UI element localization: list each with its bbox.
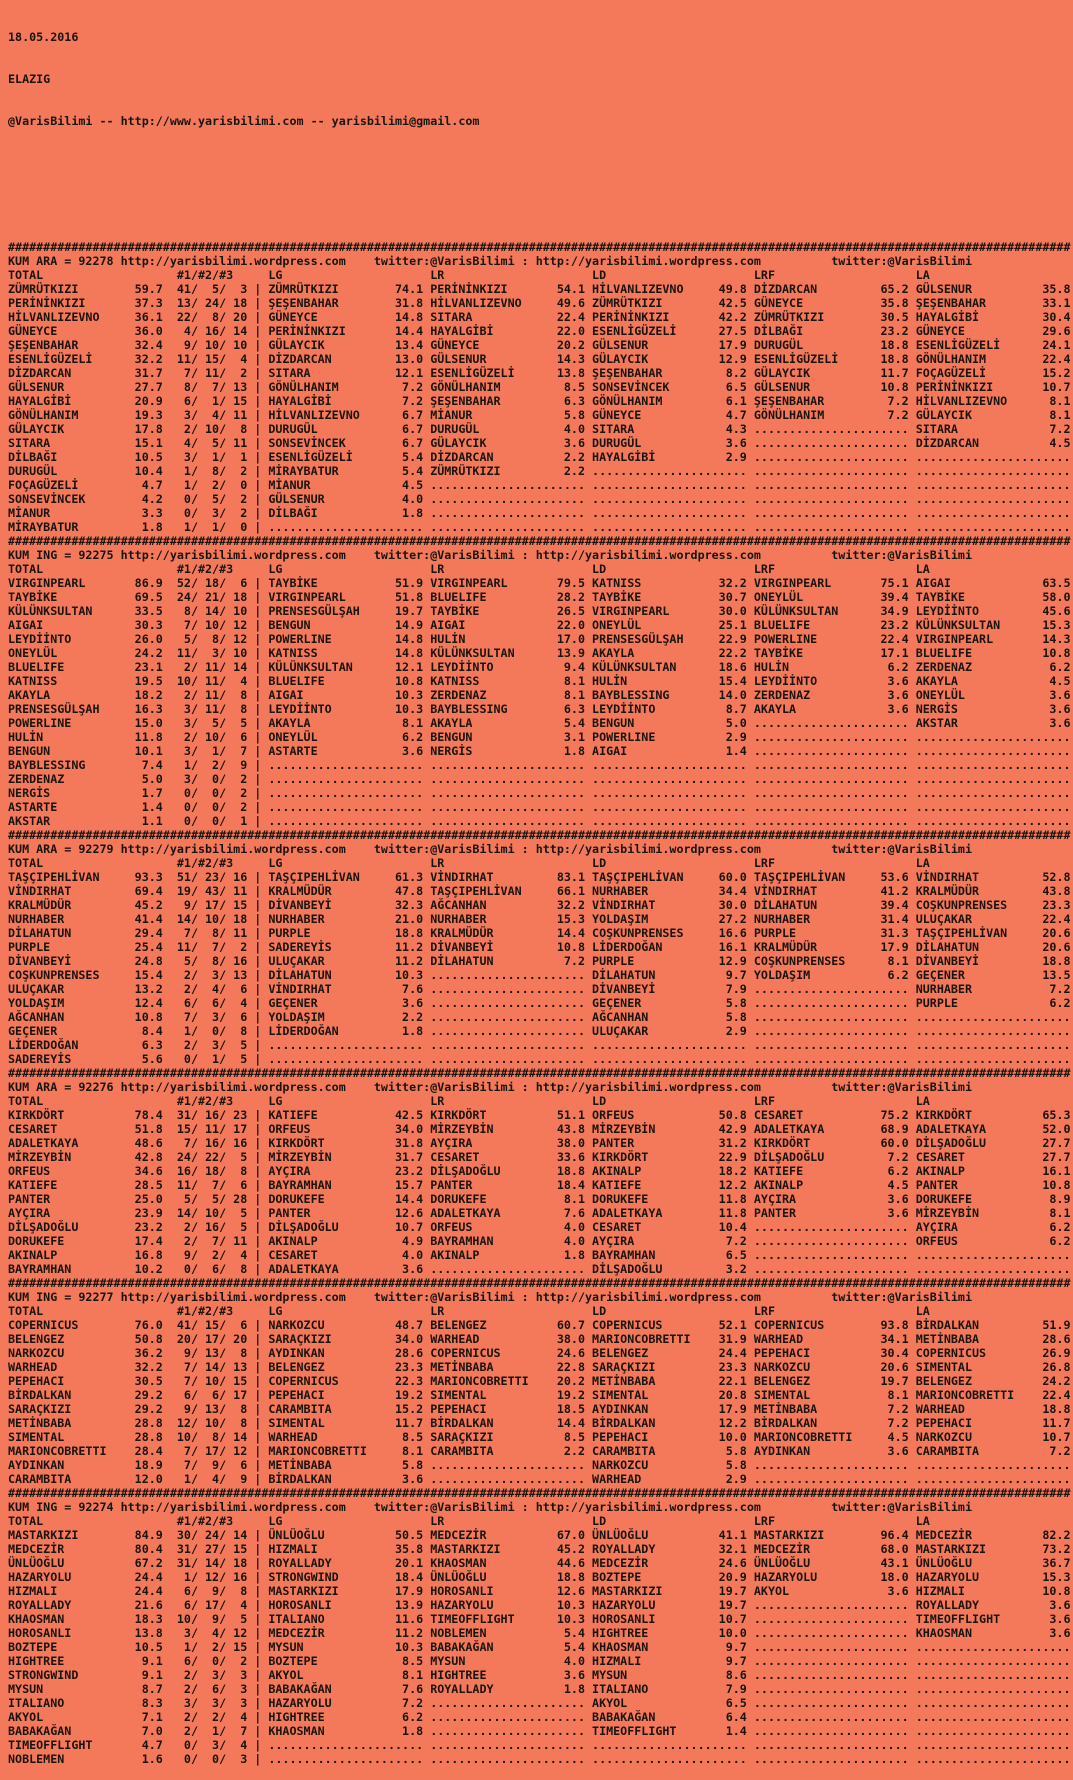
section-title: KUM ARA = 92278 http://yarisbilimi.wordpress.com twitter:@VarisBilimi : http://yarisbilimi.wordpress.com twitter:@VarisBilimi (8, 254, 972, 268)
table-row: VİNDIRHAT 69.4 19/ 43/ 11 | KRALMÜDÜR 47.8 TAŞÇIPEHLİVAN 66.1 NURHABER 34.4 VİNDIRHAT 41.2 KRALMÜDÜR 43.8 (8, 884, 1071, 898)
table-row: NERGİS 1.7 0/ 0/ 2 | ...................... ...................... ...................... ...................... ...................... (8, 786, 1071, 800)
table-row: VIRGINPEARL 86.9 52/ 18/ 6 | TAYBİKE 51.9 VIRGINPEARL 79.5 KATNISS 32.2 VIRGINPEARL 75.1 AIGAI 63.5 (8, 576, 1071, 590)
section-divider: ####################################################################################################################################################### (8, 534, 1071, 548)
table-row: ONEYLÜL 24.2 11/ 3/ 10 | KATNISS 14.8 KÜLÜNKSULTAN 13.9 AKAYLA 22.2 TAYBİKE 17.1 BLUELIFE 10.8 (8, 646, 1071, 660)
race-section-92275 (8, 534, 1073, 828)
table-row: SIMENTAL 28.8 10/ 8/ 14 | WARHEAD 8.5 SARAÇKIZI 8.5 PEPEHACI 10.0 MARIONCOBRETTI 4.5 NARKOZCU 10.7 (8, 1430, 1071, 1444)
table-row: PEPEHACI 30.5 7/ 10/ 15 | COPERNICUS 22.3 MARIONCOBRETTI 20.2 METİNBABA 22.1 BELENGEZ 19.7 BELENGEZ 24.2 (8, 1374, 1071, 1388)
table-row: MEDCEZİR 80.4 31/ 27/ 15 | HIZMALI 35.8 MASTARKIZI 45.2 ROYALLADY 32.1 MEDCEZİR 68.0 MASTARKIZI 73.2 (8, 1542, 1071, 1556)
table-row: LEYDİİNTO 26.0 5/ 8/ 12 | POWERLINE 14.8 HULİN 17.0 PRENSESGÜLŞAH 22.9 POWERLINE 22.4 VIRGINPEARL 14.3 (8, 632, 1071, 646)
table-row: KATNISS 19.5 10/ 11/ 4 | BLUELIFE 10.8 KATNISS 8.1 HULİN 15.4 LEYDİİNTO 3.6 AKAYLA 4.5 (8, 674, 1071, 688)
table-row: BİRDALKAN 29.2 6/ 6/ 17 | PEPEHACI 19.2 SIMENTAL 19.2 SIMENTAL 20.8 SIMENTAL 8.1 MARIONCOBRETTI 22.4 (8, 1388, 1071, 1402)
report-date: 18.05.2016 (8, 30, 79, 44)
table-row: HULİN 11.8 2/ 10/ 6 | ONEYLÜL 6.2 BENGUN 3.1 POWERLINE 2.9 ...................... ...................... (8, 730, 1071, 744)
table-row: BLUELIFE 23.1 2/ 11/ 14 | KÜLÜNKSULTAN 12.1 LEYDİİNTO 9.4 KÜLÜNKSULTAN 18.6 HULİN 6.2 ZERDENAZ 6.2 (8, 660, 1071, 674)
blank-line (8, 198, 1073, 212)
table-row: BAYRAMHAN 10.2 0/ 6/ 8 | ADALETKAYA 3.6 ...................... DİLŞADOĞLU 3.2 ...................... ...................... (8, 1262, 1071, 1276)
table-row: NARKOZCU 36.2 9/ 13/ 8 | AYDINKAN 28.6 COPERNICUS 24.6 BELENGEZ 24.4 PEPEHACI 30.4 COPERNICUS 26.9 (8, 1346, 1071, 1360)
table-row: METİNBABA 28.8 12/ 10/ 8 | SIMENTAL 11.7 BİRDALKAN 14.4 BİRDALKAN 12.2 BİRDALKAN 7.2 PEPEHACI 11.7 (8, 1416, 1071, 1430)
table-row: COPERNICUS 76.0 41/ 15/ 6 | NARKOZCU 48.7 BELENGEZ 60.7 COPERNICUS 52.1 COPERNICUS 93.8 BİRDALKAN 51.9 (8, 1318, 1071, 1332)
column-header-row: TOTAL #1/#2/#3 LG LR LD LRF LA (8, 1304, 930, 1318)
table-row: COŞKUNPRENSES 15.4 2/ 3/ 13 | DİLAHATUN 10.3 ...................... DİLAHATUN 9.7 YOLDAŞIM 6.2 GEÇENER 13.5 (8, 968, 1071, 982)
table-row: NURHABER 41.4 14/ 10/ 18 | NURHABER 21.0 NURHABER 15.3 YOLDAŞIM 27.2 NURHABER 31.4 ULUÇAKAR 22.4 (8, 912, 1071, 926)
table-row: KATIEFE 28.5 11/ 7/ 6 | BAYRAMHAN 15.7 PANTER 18.4 KATIEFE 12.2 AKINALP 4.5 PANTER 10.8 (8, 1178, 1071, 1192)
table-row: ULUÇAKAR 13.2 2/ 4/ 6 | VİNDIRHAT 7.6 ...................... DİVANBEYİ 7.9 ...................... NURHABER 7.2 (8, 982, 1071, 996)
table-row: GÖNÜLHANIM 19.3 3/ 4/ 11 | HİLVANLIZEVNO 6.7 MİANUR 5.8 GÜNEYCE 4.7 GÖNÜLHANIM 7.2 GÜLAYCIK 8.1 (8, 408, 1071, 422)
table-row: FOÇAGÜZELİ 4.7 1/ 2/ 0 | MİANUR 4.5 ...................... ...................... ...................... ...................... (8, 478, 1071, 492)
table-row: KÜLÜNKSULTAN 33.5 8/ 14/ 10 | PRENSESGÜLŞAH 19.7 TAYBİKE 26.5 VIRGINPEARL 30.0 KÜLÜNKSULTAN 34.9 LEYDİİNTO 45.6 (8, 604, 1071, 618)
table-row: ROYALLADY 21.6 6/ 17/ 4 | HOROSANLI 13.9 HAZARYOLU 10.3 HAZARYOLU 19.7 ...................... ROYALLADY 3.6 (8, 1598, 1071, 1612)
section-title: KUM ARA = 92276 http://yarisbilimi.wordpress.com twitter:@VarisBilimi : http://yarisbilimi.wordpress.com twitter:@VarisBilimi (8, 1080, 972, 1094)
section-title: KUM ING = 92277 http://yarisbilimi.wordpress.com twitter:@VarisBilimi : http://yarisbilimi.wordpress.com twitter:@VarisBilimi (8, 1290, 972, 1304)
table-row: AKAYLA 18.2 2/ 11/ 8 | AIGAI 10.3 ZERDENAZ 8.1 BAYBLESSING 14.0 ZERDENAZ 3.6 ONEYLÜL 3.6 (8, 688, 1071, 702)
report-track: ELAZIG (8, 72, 51, 86)
table-row: AYDINKAN 18.9 7/ 9/ 6 | METİNBABA 5.8 ...................... NARKOZCU 5.8 ...................... ...................... (8, 1458, 1071, 1472)
table-row: ORFEUS 34.6 16/ 18/ 8 | AYÇIRA 23.2 DİLŞADOĞLU 18.8 AKINALP 18.2 KATIEFE 6.2 AKINALP 16.1 (8, 1164, 1071, 1178)
table-row: CARAMBITA 12.0 1/ 4/ 9 | BİRDALKAN 3.6 ...................... WARHEAD 2.9 ...................... ...................... (8, 1472, 1071, 1486)
table-row: ESENLİGÜZELİ 32.2 11/ 15/ 4 | DİZDARCAN 13.0 GÜLSENUR 14.3 GÜLAYCIK 12.9 ESENLİGÜZELİ 18.8 GÖNÜLHANIM 22.4 (8, 352, 1071, 366)
table-row: SARAÇKIZI 29.2 9/ 13/ 8 | CARAMBITA 15.2 PEPEHACI 18.5 AYDINKAN 17.9 METİNBABA 7.2 WARHEAD 18.8 (8, 1402, 1071, 1416)
table-row: PERİNİNKIZI 37.3 13/ 24/ 18 | ŞEŞENBAHAR 31.8 HİLVANLIZEVNO 49.6 ZÜMRÜTKIZI 42.5 GÜNEYCE 35.8 ŞEŞENBAHAR 33.1 (8, 296, 1071, 310)
table-row: DORUKEFE 17.4 2/ 7/ 11 | AKINALP 4.9 BAYRAMHAN 4.0 AYÇIRA 7.2 ...................... ORFEUS 6.2 (8, 1234, 1071, 1248)
table-row: ŞEŞENBAHAR 32.4 9/ 10/ 10 | GÜLAYCIK 13.4 GÜNEYCE 20.2 GÜLSENUR 17.9 DURUGÜL 18.8 ESENLİGÜZELİ 24.1 (8, 338, 1071, 352)
table-row: DİLŞADOĞLU 23.2 2/ 16/ 5 | DİLŞADOĞLU 10.7 ORFEUS 4.0 CESARET 10.4 ...................... AYÇIRA 6.2 (8, 1220, 1071, 1234)
table-row: KRALMÜDÜR 45.2 9/ 17/ 15 | DİVANBEYİ 32.3 AĞCANHAN 32.2 VİNDIRHAT 30.0 DİLAHATUN 39.4 COŞKUNPRENSES 23.3 (8, 898, 1071, 912)
table-row: AKYOL 7.1 2/ 2/ 4 | HIGHTREE 6.2 ...................... BABAKAĞAN 6.4 ...................... ...................... (8, 1710, 1071, 1724)
table-row: WARHEAD 32.2 7/ 14/ 13 | BELENGEZ 23.3 METİNBABA 22.8 SARAÇKIZI 23.3 NARKOZCU 20.6 SIMENTAL 26.8 (8, 1360, 1071, 1374)
table-row: PRENSESGÜLŞAH 16.3 3/ 11/ 8 | LEYDİİNTO 10.3 BAYBLESSING 6.3 LEYDİİNTO 8.7 AKAYLA 3.6 NERGİS 3.6 (8, 702, 1071, 716)
table-row: MASTARKIZI 84.9 30/ 24/ 14 | ÜNLÜOĞLU 50.5 MEDCEZİR 67.0 ÜNLÜOĞLU 41.1 MASTARKIZI 96.4 MEDCEZİR 82.2 (8, 1528, 1071, 1542)
race-section-92274 (8, 1486, 1073, 1766)
column-header-row: TOTAL #1/#2/#3 LG LR LD LRF LA (8, 856, 930, 870)
table-row: DİLAHATUN 29.4 7/ 8/ 11 | PURPLE 18.8 KRALMÜDÜR 14.4 COŞKUNPRENSES 16.6 PURPLE 31.3 TAŞÇIPEHLİVAN 20.6 (8, 926, 1071, 940)
table-row: TIMEOFFLIGHT 4.7 0/ 3/ 4 | ...................... ...................... ...................... ...................... ...................... (8, 1738, 1071, 1752)
race-section-92277 (8, 1276, 1073, 1486)
table-row: AĞCANHAN 10.8 7/ 3/ 6 | YOLDAŞIM 2.2 ...................... AĞCANHAN 5.8 ...................... ...................... (8, 1010, 1071, 1024)
table-row: MİRZEYBİN 42.8 24/ 22/ 5 | MİRZEYBİN 31.7 CESARET 33.6 KIRKDÖRT 22.9 DİLŞADOĞLU 7.2 CESARET 27.7 (8, 1150, 1071, 1164)
table-row: HIGHTREE 9.1 6/ 0/ 2 | BOZTEPE 8.5 MYSUN 4.0 HIZMALI 9.7 ...................... ...................... (8, 1654, 1071, 1668)
table-row: BENGUN 10.1 3/ 1/ 7 | ASTARTE 3.6 NERGİS 1.8 AIGAI 1.4 ...................... ...................... (8, 744, 1071, 758)
race-section-92278 (8, 240, 1073, 534)
table-row: HİLVANLIZEVNO 36.1 22/ 8/ 20 | GÜNEYCE 14.8 SITARA 22.4 PERİNİNKIZI 42.2 ZÜMRÜTKIZI 30.5 HAYALGİBİ 30.4 (8, 310, 1071, 324)
table-row: SONSEVİNCEK 4.2 0/ 5/ 2 | GÜLSENUR 4.0 ...................... ...................... ...................... ...................... (8, 492, 1071, 506)
section-title: KUM ING = 92275 http://yarisbilimi.wordpress.com twitter:@VarisBilimi : http://yarisbilimi.wordpress.com twitter:@VarisBilimi (8, 548, 972, 562)
table-row: PANTER 25.0 5/ 5/ 28 | DORUKEFE 14.4 DORUKEFE 8.1 DORUKEFE 11.8 AYÇIRA 3.6 DORUKEFE 8.9 (8, 1192, 1071, 1206)
table-row: ZERDENAZ 5.0 3/ 0/ 2 | ...................... ...................... ...................... ...................... ...................... (8, 772, 1071, 786)
table-row: MİRAYBATUR 1.8 1/ 1/ 0 | ...................... ...................... ...................... ...................... ...................... (8, 520, 1071, 534)
table-row: ZÜMRÜTKIZI 59.7 41/ 5/ 3 | ZÜMRÜTKIZI 74.1 PERİNİNKIZI 54.1 HİLVANLIZEVNO 49.8 DİZDARCAN 65.2 GÜLSENUR 35.8 (8, 282, 1071, 296)
race-sections (8, 240, 1073, 1766)
column-header-row: TOTAL #1/#2/#3 LG LR LD LRF LA (8, 1094, 930, 1108)
table-row: LİDERDOĞAN 6.3 2/ 3/ 5 | ...................... ...................... ...................... ...................... ...................... (8, 1038, 1071, 1052)
table-row: AKINALP 16.8 9/ 2/ 4 | CESARET 4.0 AKINALP 1.8 BAYRAMHAN 6.5 ...................... ...................... (8, 1248, 1071, 1262)
section-divider: ####################################################################################################################################################### (8, 828, 1071, 842)
table-row: BELENGEZ 50.8 20/ 17/ 20 | SARAÇKIZI 34.0 WARHEAD 38.0 MARIONCOBRETTI 31.9 WARHEAD 34.1 METİNBABA 28.6 (8, 1332, 1071, 1346)
table-row: YOLDAŞIM 12.4 6/ 6/ 4 | GEÇENER 3.6 ...................... GEÇENER 5.8 ...................... PURPLE 6.2 (8, 996, 1071, 1010)
column-header-row: TOTAL #1/#2/#3 LG LR LD LRF LA (8, 1514, 930, 1528)
table-row: SADEREYİS 5.6 0/ 1/ 5 | ...................... ...................... ...................... ...................... ...................... (8, 1052, 1071, 1066)
table-row: CESARET 51.8 15/ 11/ 17 | ORFEUS 34.0 MİRZEYBİN 43.8 MİRZEYBİN 42.9 ADALETKAYA 68.9 ADALETKAYA 52.0 (8, 1122, 1071, 1136)
table-row: HAYALGİBİ 20.9 6/ 1/ 15 | HAYALGİBİ 7.2 ŞEŞENBAHAR 6.3 GÖNÜLHANIM 6.1 ŞEŞENBAHAR 7.2 HİLVANLIZEVNO 8.1 (8, 394, 1071, 408)
report-contact-line: @VarisBilimi -- http://www.yarisbilimi.com -- yarisbilimi@gmail.com (8, 114, 480, 128)
table-row: DİLBAĞI 10.5 3/ 1/ 1 | ESENLİGÜZELİ 5.4 DİZDARCAN 2.2 HAYALGİBİ 2.9 ...................... ...................... (8, 450, 1071, 464)
table-row: POWERLINE 15.0 3/ 5/ 5 | AKAYLA 8.1 AKAYLA 5.4 BENGUN 5.0 ...................... AKSTAR 3.6 (8, 716, 1071, 730)
table-row: AKSTAR 1.1 0/ 0/ 1 | ...................... ...................... ...................... ...................... ...................... (8, 814, 1071, 828)
table-row: NOBLEMEN 1.6 0/ 0/ 3 | ...................... ...................... ...................... ...................... ...................... (8, 1752, 1071, 1766)
section-title: KUM ING = 92274 http://yarisbilimi.wordpress.com twitter:@VarisBilimi : http://yarisbilimi.wordpress.com twitter:@VarisBilimi (8, 1500, 972, 1514)
column-header-row: TOTAL #1/#2/#3 LG LR LD LRF LA (8, 268, 930, 282)
race-section-92276 (8, 1066, 1073, 1276)
table-row: KIRKDÖRT 78.4 31/ 16/ 23 | KATIEFE 42.5 KIRKDÖRT 51.1 ORFEUS 50.8 CESARET 75.2 KIRKDÖRT 65.3 (8, 1108, 1071, 1122)
blank-line (8, 156, 1073, 170)
column-header-row: TOTAL #1/#2/#3 LG LR LD LRF LA (8, 562, 930, 576)
section-divider: ####################################################################################################################################################### (8, 1066, 1071, 1080)
table-row: GEÇENER 8.4 1/ 0/ 8 | LİDERDOĞAN 1.8 ...................... ULUÇAKAR 2.9 ...................... ...................... (8, 1024, 1071, 1038)
section-title: KUM ARA = 92279 http://yarisbilimi.wordpress.com twitter:@VarisBilimi : http://yarisbilimi.wordpress.com twitter:@VarisBilimi (8, 842, 972, 856)
table-row: DİZDARCAN 31.7 7/ 11/ 2 | SITARA 12.1 ESENLİGÜZELİ 13.8 ŞEŞENBAHAR 8.2 GÜLAYCIK 11.7 FOÇAGÜZELİ 15.2 (8, 366, 1071, 380)
table-row: BOZTEPE 10.5 1/ 2/ 15 | MYSUN 10.3 BABAKAĞAN 5.4 KHAOSMAN 9.7 ...................... ...................... (8, 1640, 1071, 1654)
table-row: TAYBİKE 69.5 24/ 21/ 18 | VIRGINPEARL 51.8 BLUELIFE 28.2 TAYBİKE 30.7 ONEYLÜL 39.4 TAYBİKE 58.0 (8, 590, 1071, 604)
table-row: SITARA 15.1 4/ 5/ 11 | SONSEVİNCEK 6.7 GÜLAYCIK 3.6 DURUGÜL 3.6 ...................... DİZDARCAN 4.5 (8, 436, 1071, 450)
table-row: HOROSANLI 13.8 3/ 4/ 12 | MEDCEZİR 11.2 NOBLEMEN 5.4 HIGHTREE 10.0 ...................... KHAOSMAN 3.6 (8, 1626, 1071, 1640)
table-row: PURPLE 25.4 11/ 7/ 2 | SADEREYİS 11.2 DİVANBEYİ 10.8 LİDERDOĞAN 16.1 KRALMÜDÜR 17.9 DİLAHATUN 20.6 (8, 940, 1071, 954)
table-row: KHAOSMAN 18.3 10/ 9/ 5 | ITALIANO 11.6 TIMEOFFLIGHT 10.3 HOROSANLI 10.7 ...................... TIMEOFFLIGHT 3.6 (8, 1612, 1071, 1626)
table-row: MARIONCOBRETTI 28.4 7/ 17/ 12 | MARIONCOBRETTI 8.1 CARAMBITA 2.2 CARAMBITA 5.8 AYDINKAN 3.6 CARAMBITA 7.2 (8, 1444, 1071, 1458)
table-row: ASTARTE 1.4 0/ 0/ 2 | ...................... ...................... ...................... ...................... ...................... (8, 800, 1071, 814)
table-row: ADALETKAYA 48.6 7/ 16/ 16 | KIRKDÖRT 31.8 AYÇIRA 38.0 PANTER 31.2 KIRKDÖRT 60.0 DİLŞADOĞLU 27.7 (8, 1136, 1071, 1150)
table-row: BABAKAĞAN 7.0 2/ 1/ 7 | KHAOSMAN 1.8 ...................... TIMEOFFLIGHT 1.4 ...................... ...................... (8, 1724, 1071, 1738)
table-row: DİVANBEYİ 24.8 5/ 8/ 16 | ULUÇAKAR 11.2 DİLAHATUN 7.2 PURPLE 12.9 COŞKUNPRENSES 8.1 DİVANBEYİ 18.8 (8, 954, 1071, 968)
table-row: AYÇIRA 23.9 14/ 10/ 5 | PANTER 12.6 ADALETKAYA 7.6 ADALETKAYA 11.8 PANTER 3.6 MİRZEYBİN 8.1 (8, 1206, 1071, 1220)
table-row: HIZMALI 24.4 6/ 9/ 8 | MASTARKIZI 17.9 HOROSANLI 12.6 MASTARKIZI 19.7 AKYOL 3.6 HIZMALI 10.8 (8, 1584, 1071, 1598)
section-divider: ####################################################################################################################################################### (8, 1486, 1071, 1500)
race-section-92279 (8, 828, 1073, 1066)
table-row: HAZARYOLU 24.4 1/ 12/ 16 | STRONGWIND 18.4 ÜNLÜOĞLU 18.8 BOZTEPE 20.9 HAZARYOLU 18.0 HAZARYOLU 15.3 (8, 1570, 1071, 1584)
table-row: AIGAI 30.3 7/ 10/ 12 | BENGUN 14.9 AIGAI 22.0 ONEYLÜL 25.1 BLUELIFE 23.2 KÜLÜNKSULTAN 15.3 (8, 618, 1071, 632)
table-row: GÜLAYCIK 17.8 2/ 10/ 8 | DURUGÜL 6.7 DURUGÜL 4.0 SITARA 4.3 ...................... SITARA 7.2 (8, 422, 1071, 436)
section-divider: ####################################################################################################################################################### (8, 240, 1071, 254)
table-row: STRONGWIND 9.1 2/ 3/ 3 | AKYOL 8.1 HIGHTREE 3.6 MYSUN 8.6 ...................... ...................... (8, 1668, 1071, 1682)
table-row: GÜNEYCE 36.0 4/ 16/ 14 | PERİNİNKIZI 14.4 HAYALGİBİ 22.0 ESENLİGÜZELİ 27.5 DİLBAĞI 23.2 GÜNEYCE 29.6 (8, 324, 1071, 338)
table-row: GÜLSENUR 27.7 8/ 7/ 13 | GÖNÜLHANIM 7.2 GÖNÜLHANIM 8.5 SONSEVİNCEK 6.5 GÜLSENUR 10.8 PERİNİNKIZI 10.7 (8, 380, 1071, 394)
table-row: TAŞÇIPEHLİVAN 93.3 51/ 23/ 16 | TAŞÇIPEHLİVAN 61.3 VİNDIRHAT 83.1 TAŞÇIPEHLİVAN 60.0 TAŞÇIPEHLİVAN 53.6 VİNDIRHAT 52.8 (8, 870, 1071, 884)
section-divider: ####################################################################################################################################################### (8, 1276, 1071, 1290)
table-row: ITALIANO 8.3 3/ 3/ 3 | HAZARYOLU 7.2 ...................... AKYOL 6.5 ...................... ...................... (8, 1696, 1071, 1710)
table-row: ÜNLÜOĞLU 67.2 31/ 14/ 18 | ROYALLADY 20.1 KHAOSMAN 44.6 MEDCEZİR 24.6 ÜNLÜOĞLU 43.1 ÜNLÜOĞLU 36.7 (8, 1556, 1071, 1570)
table-row: DURUGÜL 10.4 1/ 8/ 2 | MİRAYBATUR 5.4 ZÜMRÜTKIZI 2.2 ...................... ...................... ...................... (8, 464, 1071, 478)
table-row: MYSUN 8.7 2/ 6/ 3 | BABAKAĞAN 7.6 ROYALLADY 1.8 ITALIANO 7.9 ...................... ...................... (8, 1682, 1071, 1696)
table-row: MİANUR 3.3 0/ 3/ 2 | DİLBAĞI 1.8 ...................... ...................... ...................... ...................... (8, 506, 1071, 520)
table-row: BAYBLESSING 7.4 1/ 2/ 9 | ...................... ...................... ...................... ...................... ...................... (8, 758, 1071, 772)
